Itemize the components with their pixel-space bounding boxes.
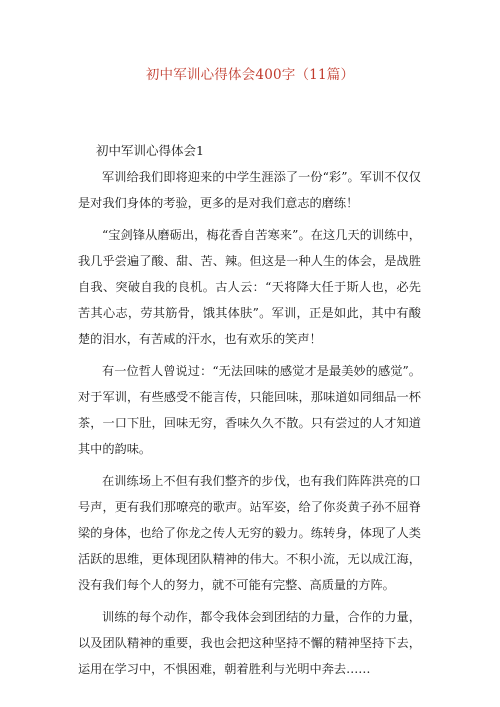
- document-title: 初中军训心得体会400字（11篇）: [145, 67, 355, 83]
- body-paragraph: “宝剑锋从磨砺出，梅花香自苦寒来”。在这几天的训练中，我几乎尝遍了酸、甜、苦、辣。但这是一种人生的体会，是战胜自我、突破自我的良机。古人云：“天将降大任于斯人也，必先苦其心志，劳其筋骨，饿其体肤”。军训，正是如此，其中有酸楚的泪水，有苦咸的汗水，也有欢乐的笑声！: [78, 228, 421, 346]
- body-paragraph: 有一位哲人曾说过：“无法回味的感觉才是最美妙的感觉”。对于军训，有些感受不能言传，只能回味，那味道如同细品一杯茶，一口下肚，回味无穷，香味久久不散。只有尝过的人才知道其中的韵味。: [78, 364, 421, 456]
- document-body: [78, 164, 421, 688]
- section-heading: 初中军训心得体会1: [96, 143, 204, 158]
- body-paragraph: 在训练场上不但有我们整齐的步伐，也有我们阵阵洪亮的口号声，更有我们那嘹亮的歌声。站军姿，给了你炎黄子孙不屈脊梁的身体，也给了你龙之传人无穷的毅力。练转身，体现了人类活跃的思维，更体现团队精神的伟大。不积小流，无以成江海，没有我们每个人的努力，就不可能有完整、高质量的方阵。: [78, 474, 421, 592]
- body-paragraph: 军训给我们即将迎来的中学生涯添了一份“彩”。军训不仅仅是对我们身体的考验，更多的是对我们意志的磨练！: [78, 170, 421, 210]
- body-paragraph: 训练的每个动作，都令我体会到团结的力量，合作的力量，以及团队精神的重要，我也会把这种坚持不懈的精神坚持下去，运用在学习中，不惧困难，朝着胜利与光明中奔去……: [78, 610, 421, 676]
